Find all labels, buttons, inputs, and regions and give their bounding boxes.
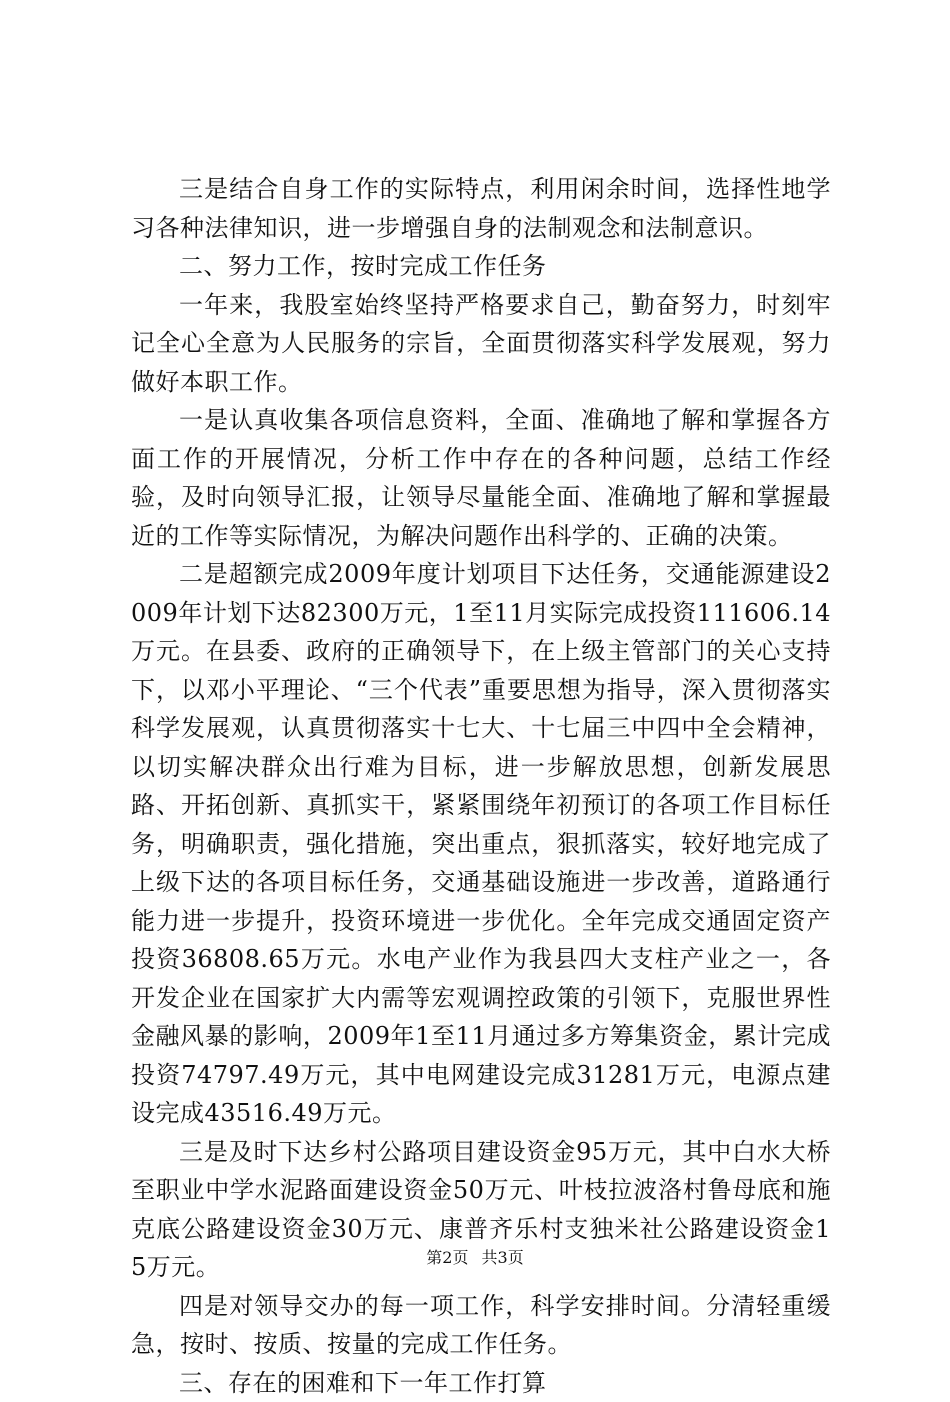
section-heading-difficulties: 三、存在的困难和下一年工作打算 xyxy=(131,1364,831,1402)
paragraph-rural-roads: 三是及时下达乡村公路项目建设资金95万元，其中白水大桥至职业中学水泥路面建设资金50万元、叶枝拉波洛村鲁母底和施克底公路建设资金30万元、康普齐乐村支独米社公路建设资金15万元。 xyxy=(131,1133,831,1287)
section-heading-work: 二、努力工作，按时完成工作任务 xyxy=(131,247,831,286)
paragraph-year-summary: 一年来，我股室始终坚持严格要求自己，勤奋努力，时刻牢记全心全意为人民服务的宗旨，全面贯彻落实科学发展观，努力做好本职工作。 xyxy=(131,286,831,402)
page-total: 共3页 xyxy=(482,1248,524,1267)
paragraph-info-collection: 一是认真收集各项信息资料，全面、准确地了解和掌握各方面工作的开展情况，分析工作中存在的各种问题，总结工作经验，及时向领导汇报，让领导尽量能全面、准确地了解和掌握最近的工作等实际情况，为解决问题作出科学的、正确的决策。 xyxy=(131,401,831,555)
page-number: 第2页 xyxy=(426,1248,468,1267)
paragraph-leader-tasks: 四是对领导交办的每一项工作，科学安排时间。分清轻重缓急，按时、按质、按量的完成工作任务。 xyxy=(131,1287,831,1364)
document-body xyxy=(131,170,831,1402)
paragraph-law-study: 三是结合自身工作的实际特点，利用闲余时间，选择性地学习各种法律知识，进一步增强自身的法制观念和法制意识。 xyxy=(131,170,831,247)
paragraph-plan-completion: 二是超额完成2009年度计划项目下达任务，交通能源建设2009年计划下达82300万元，1至11月实际完成投资111606.14万元。在县委、政府的正确领导下，在上级主管部门的关心支持下，以邓小平理论、“三个代表”重要思想为指导，深入贯彻落实科学发展观，认真贯彻落实十七大、十七届三中四中全会精神，以切实解决群众出行难为目标，进一步解放思想，创新发展思路、开拓创新、真抓实干，紧紧围绕年初预订的各项工作目标任务，明确职责，强化措施，突出重点，狠抓落实，较好地完成了上级下达的各项目标任务，交通基础设施进一步改善，道路通行能力进一步提升，投资环境进一步优化。全年完成交通固定资产投资36808.65万元。水电产业作为我县四大支柱产业之一，各开发企业在国家扩大内需等宏观调控政策的引领下，克服世界性金融风暴的影响，2009年1至11月通过多方筹集资金，累计完成投资74797.49万元，其中电网建设完成31281万元，电源点建设完成43516.49万元。 xyxy=(131,555,831,1133)
page-footer xyxy=(0,1245,950,1268)
